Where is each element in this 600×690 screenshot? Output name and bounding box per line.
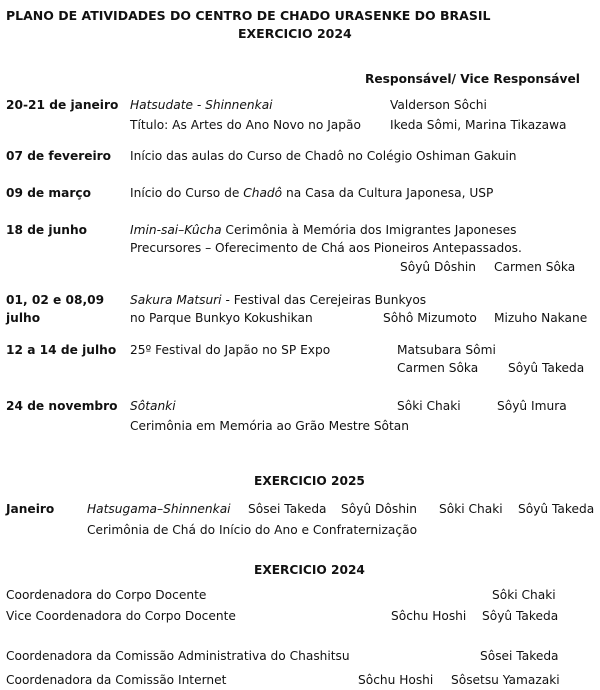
event-subtitle: Título: As Artes do Ano Novo no Japão [130,118,361,132]
event-date: 20-21 de janeiro [6,98,119,112]
event-description [130,292,426,308]
event-description-line2: Precursores – Oferecimento de Chá aos Pioneiros Antepassados. [130,241,522,255]
document-subtitle-year: EXERCICIO 2024 [238,26,352,41]
event-vice-responsible: Carmen Sôka [397,361,479,375]
event-responsible: Sôyû Takeda [518,502,595,516]
event-date: 24 de novembro [6,399,118,413]
event-date: 07 de fevereiro [6,149,112,163]
event-name: Sôtanki [130,399,176,413]
role-holder: Sôki Chaki [492,588,556,602]
event-vice-responsible: Ikeda Sômi, Marina Tikazawa [390,118,567,132]
event-description-end: na Casa da Cultura Japonesa, USP [282,186,494,200]
event-vice-responsible: Carmen Sôka [494,260,576,274]
role-holder: Sôsei Takeda [480,649,559,663]
event-date: 01, 02 e 08,09 [6,293,105,307]
event-name: Sakura Matsuri [130,293,222,307]
event-description-italic: Chadô [243,186,283,200]
event-responsible: Matsubara Sômi [397,343,496,357]
event-description [130,185,493,201]
event-date-line2: julho [6,311,41,325]
event-description-start: Início do Curso de [130,186,244,200]
event-responsible: Valderson Sôchi [390,98,487,112]
event-description: 25º Festival do Japão no SP Expo [130,343,331,357]
role-holder: Sôchu Hoshi [391,609,467,623]
event-date: 09 de março [6,186,91,200]
event-responsible: Sôhô Mizumoto [383,311,477,325]
event-description: Cerimônia em Memória ao Grão Mestre Sôtan [130,419,409,433]
event-description-line1: Cerimônia à Memória dos Imigrantes Japoneses [221,223,517,237]
event-date: 18 de junho [6,223,88,237]
document-title: PLANO DE ATIVIDADES DO CENTRO DE CHADO URASENKE DO BRASIL [6,8,491,23]
event-responsible: Sôki Chaki [439,502,503,516]
event-date: 12 a 14 de julho [6,343,117,357]
event-description-line1: - Festival das Cerejeiras Bunkyos [221,293,427,307]
event-vice-responsible-2: Sôyû Takeda [508,361,585,375]
event-responsible: Sôki Chaki [397,399,461,413]
event-responsible: Sôsei Takeda [248,502,327,516]
event-name: Hatsugama–Shinnenkai [87,502,231,516]
role-holder: Sôyû Takeda [482,609,559,623]
event-description: Início das aulas do Curso de Chadô no Colégio Oshiman Gakuin [130,149,517,163]
event-responsible: Sôyû Dôshin [341,502,418,516]
event-vice-responsible: Sôyû Imura [497,399,567,413]
role-title: Coordenadora do Corpo Docente [6,588,207,602]
responsible-column-header: Responsável/ Vice Responsável [365,72,580,86]
event-description [130,222,516,238]
role-title: Vice Coordenadora do Corpo Docente [6,609,236,623]
event-name: Imin-sai–Kûcha [130,223,222,237]
role-holder: Sôchu Hoshi [358,673,434,687]
role-holder: Sôsetsu Yamazaki [451,673,560,687]
event-description: Cerimônia de Chá do Início do Ano e Confraternização [87,523,418,537]
event-date: Janeiro [6,502,55,516]
section-heading-2025: EXERCICIO 2025 [254,474,365,488]
event-vice-responsible: Mizuho Nakane [494,311,588,325]
event-description-line2: no Parque Bunkyo Kokushikan [130,311,313,325]
role-title: Coordenadora da Comissão Internet [6,673,227,687]
role-title: Coordenadora da Comissão Administrativa do Chashitsu [6,649,350,663]
section-heading-roles-2024: EXERCICIO 2024 [254,563,365,577]
event-name: Hatsudate - Shinnenkai [130,98,273,112]
event-responsible: Sôyû Dôshin [400,260,477,274]
